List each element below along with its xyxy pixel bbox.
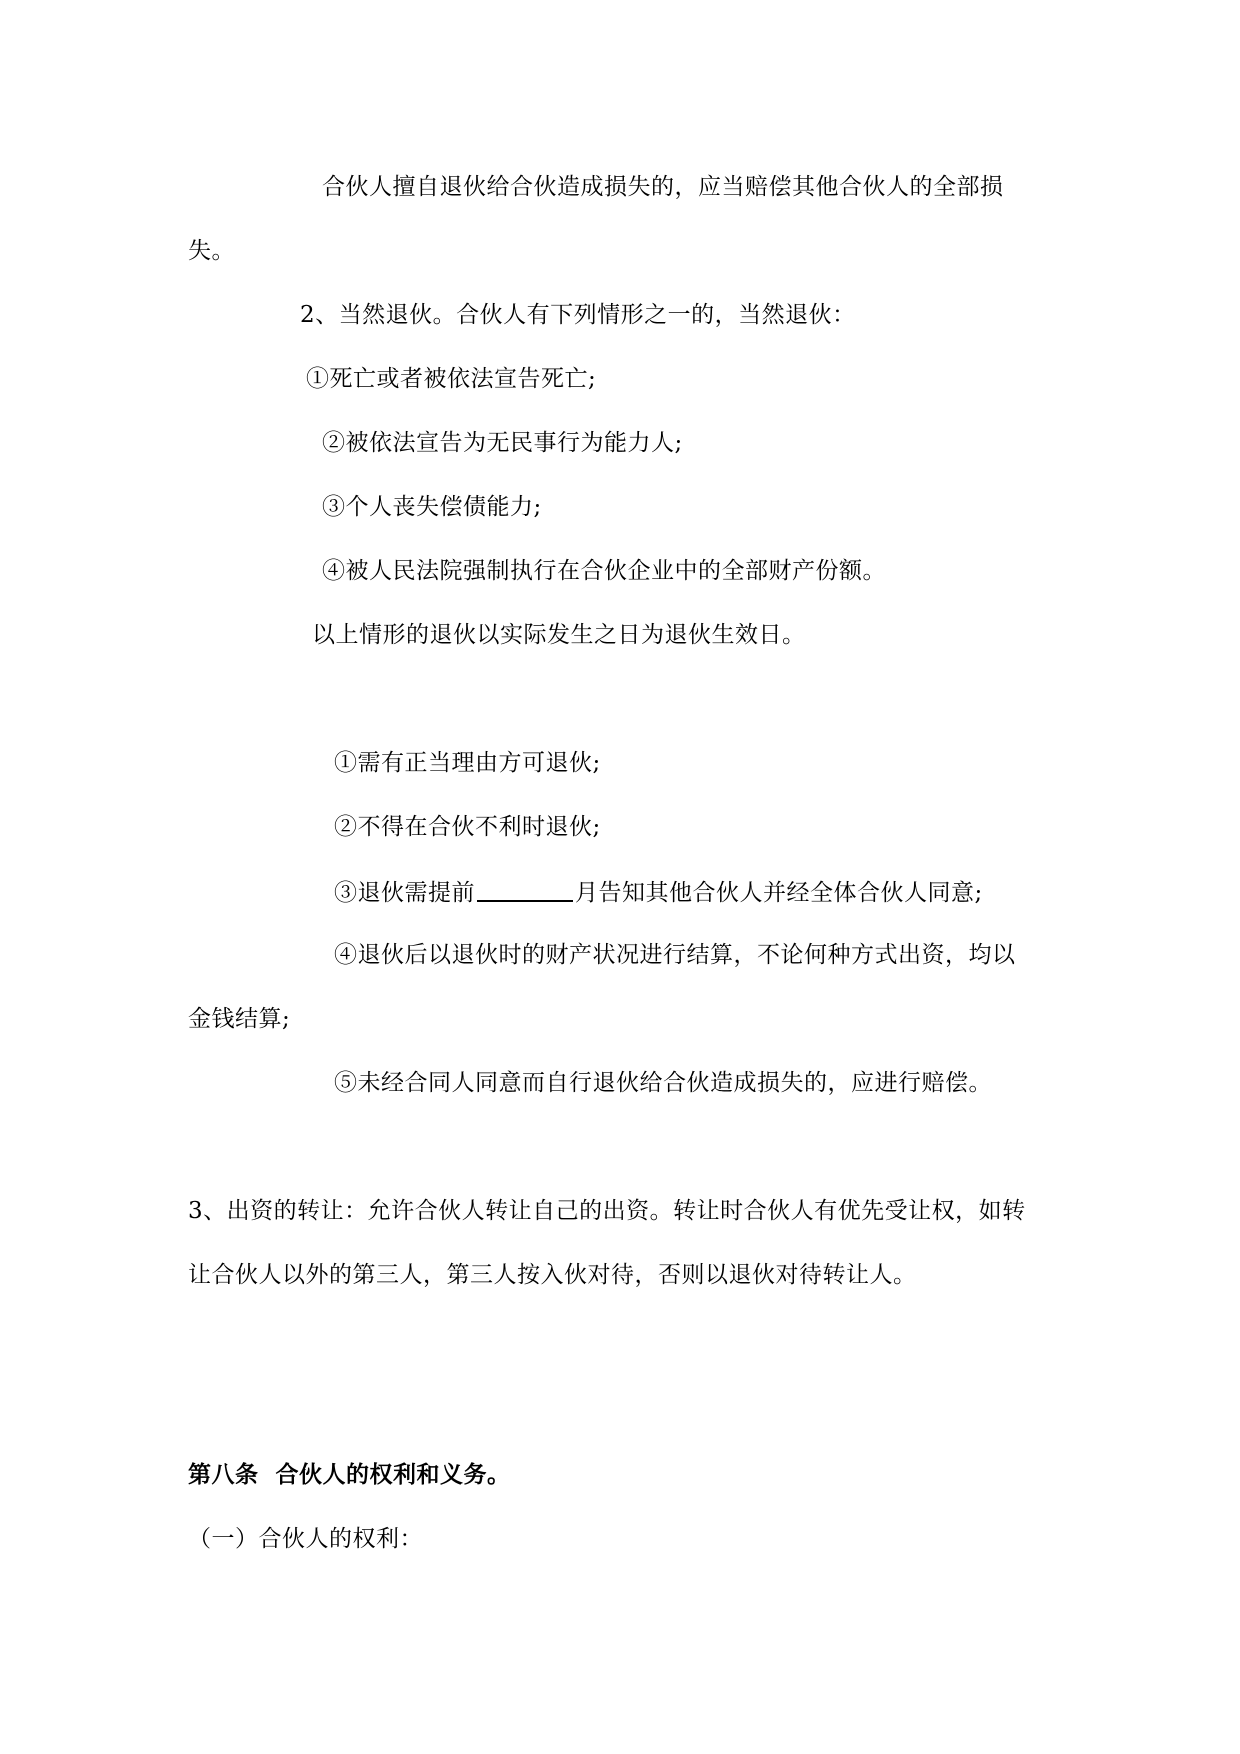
voluntary-withdrawal-item-5: ⑤未经合同人同意而自行退伙给合伙造成损失的，应进行赔偿。 [334,1070,992,1096]
article-8-heading: 第八条 合伙人的权利和义务。 [188,1461,511,1488]
natural-withdrawal-item-4: ④被人民法院强制执行在合伙企业中的全部财产份额。 [322,558,886,584]
voluntary-withdrawal-item-3-suffix: 月告知其他合伙人并经全体合伙人同意; [575,880,983,906]
capital-transfer-line1: 3、出资的转让：允许合伙人转让自己的出资。转让时合伙人有优先受让权，如转 [188,1198,1026,1224]
natural-withdrawal-item-1: ①死亡或者被依法宣告死亡; [306,366,597,392]
capital-transfer-line2: 让合伙人以外的第三人，第三人按入伙对待，否则以退伙对待转让人。 [188,1262,917,1288]
paragraph-unauthorized-withdrawal-line2: 失。 [188,238,235,264]
voluntary-withdrawal-item-4-line1: ④退伙后以退伙时的财产状况进行结算，不论何种方式出资，均以 [334,942,1016,968]
natural-withdrawal-item-3: ③个人丧失偿债能力; [322,494,542,520]
voluntary-withdrawal-item-2: ②不得在合伙不利时退伙; [334,814,601,840]
natural-withdrawal-heading: 2、当然退伙。合伙人有下列情形之一的，当然退伙： [300,302,856,328]
voluntary-withdrawal-item-3 [334,876,983,908]
notice-months-blank[interactable] [477,876,573,902]
voluntary-withdrawal-item-3-prefix: ③退伙需提前 [334,880,475,906]
natural-withdrawal-item-2: ②被依法宣告为无民事行为能力人; [322,430,683,456]
voluntary-withdrawal-item-4-line2: 金钱结算; [188,1006,291,1032]
rights-subheading: （一）合伙人的权利： [188,1526,423,1552]
natural-withdrawal-effective-note: 以上情形的退伙以实际发生之日为退伙生效日。 [312,622,806,648]
voluntary-withdrawal-item-1: ①需有正当理由方可退伙; [334,750,601,776]
paragraph-unauthorized-withdrawal-line1: 合伙人擅自退伙给合伙造成损失的，应当赔偿其他合伙人的全部损 [322,174,1004,200]
